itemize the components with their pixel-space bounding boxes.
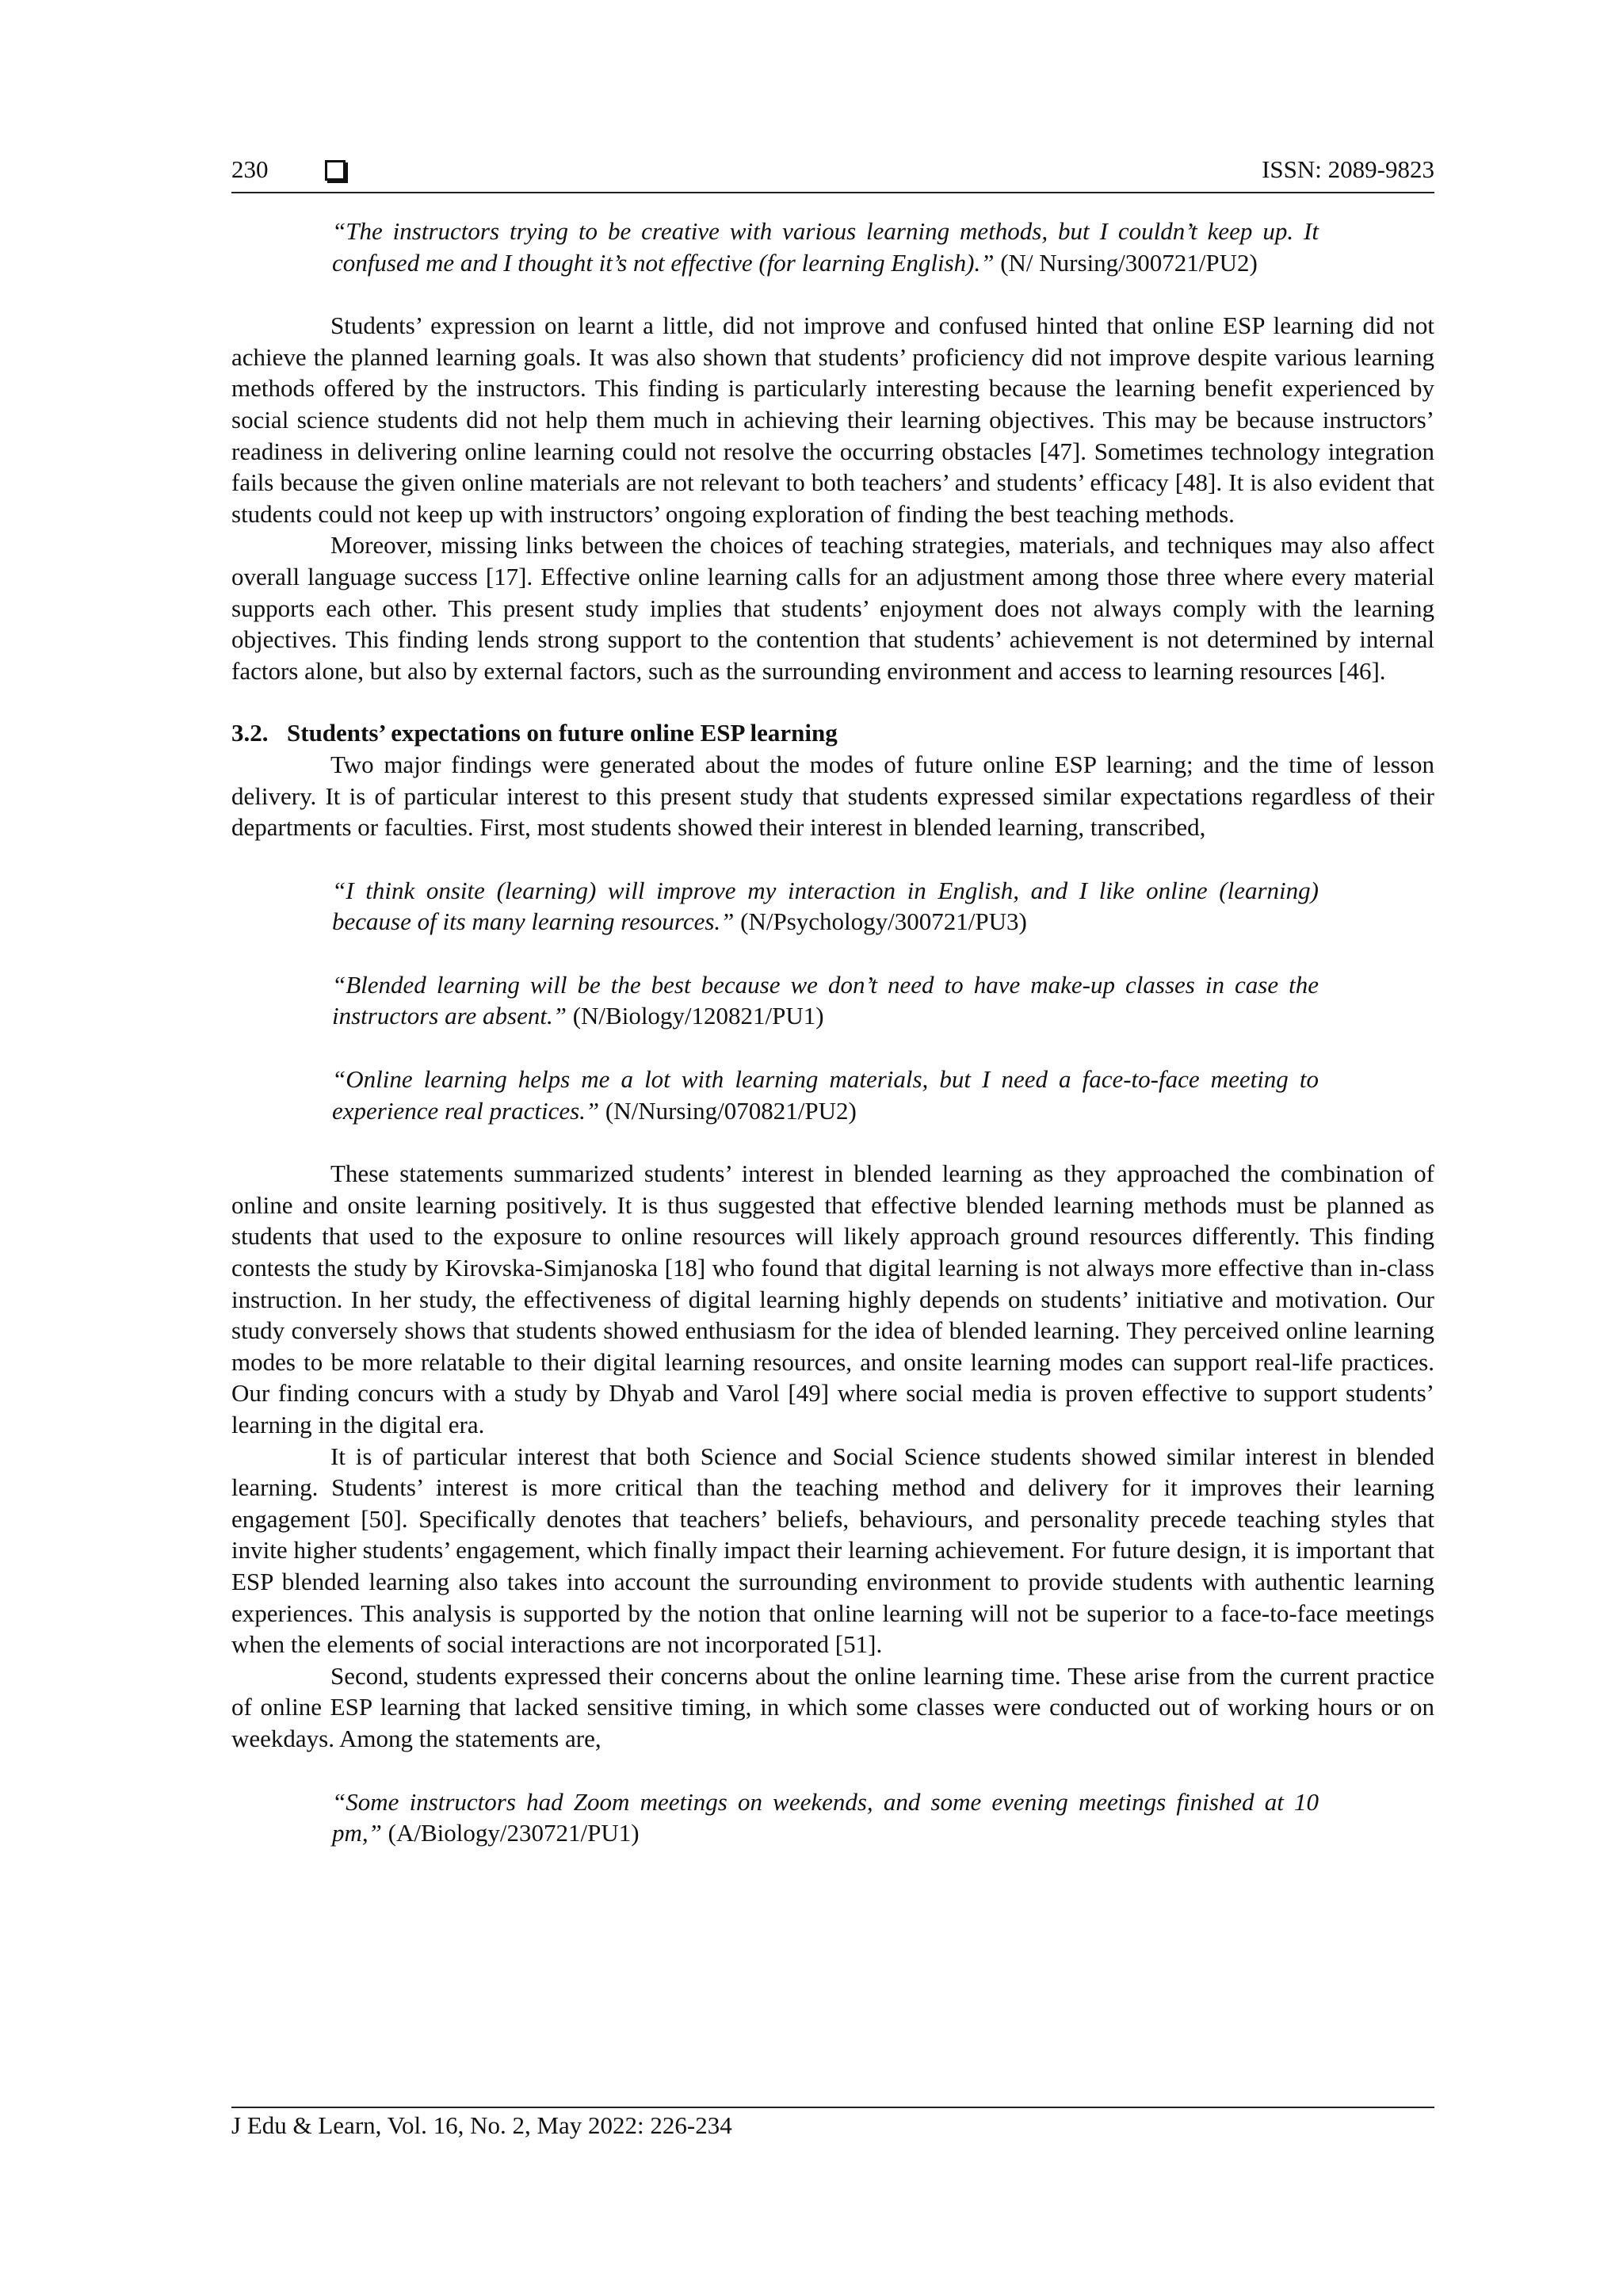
article-body <box>231 216 1434 1849</box>
page-number: 230 <box>231 155 269 183</box>
section-heading <box>231 717 1434 749</box>
quote-text: “I think onsite (learning) will improve my interaction in English, and I like online (learning) because of its many learning resources.” <box>332 876 1319 936</box>
section-number: 3.2. <box>231 719 269 747</box>
body-paragraph: It is of particular interest that both Science and Social Science students showed similar interest in blended learning. Students’ interest is more critical than the teaching method and delivery for it improves their learning engagement [50]. Specifically denotes that teachers’ beliefs, behaviours, and personality precede teaching styles that invite higher students’ engagement, which finally impact their learning achievement. For future design, it is important that ESP blended learning also takes into account the surrounding environment to provide students with authentic learning experiences. This analysis is supported by the notion that online learning will not be superior to a face-to-face meetings when the elements of social interactions are not incorporated [51]. <box>231 1442 1434 1659</box>
interview-quote <box>332 216 1319 278</box>
issn-label: ISSN: 2089-9823 <box>1262 155 1434 183</box>
body-paragraph: Moreover, missing links between the choices of teaching strategies, materials, and techniques may also affect overall language success [17]. Effective online learning calls for an adjustment among those three where every material supports each other. This present study implies that students’ enjoyment does not always comply with the learning objectives. This finding lends strong support to the contention that students’ achievement is not determined by internal factors alone, but also by external factors, such as the surrounding environment and access to learning resources [46]. <box>231 531 1434 685</box>
quote-text: “Some instructors had Zoom meetings on weekends, and some evening meetings finished at 10 pm,” <box>332 1787 1319 1847</box>
journal-citation: J Edu & Learn, Vol. 16, No. 2, May 2022: 226-234 <box>231 2111 732 2139</box>
interview-quote <box>332 875 1319 938</box>
quote-text: “Blended learning will be the best because we don’t need to have make-up classes in case the instructors are absent.” <box>332 970 1319 1030</box>
interview-quote <box>332 1786 1319 1849</box>
quote-source: (N/Psychology/300721/PU3) <box>740 907 1027 936</box>
quote-text: “The instructors trying to be creative with various learning methods, but I couldn’t keep up. It confused me and I thought it’s not effective (for learning English).” <box>332 217 1319 277</box>
interview-quote <box>332 969 1319 1032</box>
quote-source: (N/ Nursing/300721/PU2) <box>1000 248 1258 277</box>
body-paragraph: Students’ expression on learnt a little, did not improve and confused hinted that online ESP learning did not achieve the planned learning goals. It was also shown that students’ proficiency did not improve despite various learning methods offered by the instructors. This finding is particularly interesting because the learning benefit experienced by social science students did not help them much in achieving their learning objectives. This may be because instructors’ readiness in delivering online learning could not resolve the occurring obstacles [47]. Sometimes technology integration fails because the given online materials are not relevant to both teachers’ and students’ efficacy [48]. It is also evident that students could not keep up with instructors’ ongoing exploration of finding the best teaching methods. <box>231 311 1434 528</box>
quote-source: (N/Biology/120821/PU1) <box>572 1002 824 1030</box>
interview-quote <box>332 1064 1319 1126</box>
section-title: Students’ expectations on future online ESP learning <box>287 719 838 747</box>
square-bullet-icon <box>325 160 346 181</box>
quote-source: (A/Biology/230721/PU1) <box>388 1819 640 1847</box>
body-paragraph: Two major findings were generated about the modes of future online ESP learning; and the time of lesson delivery. It is of particular interest to this present study that students expressed similar expectations regardless of their departments or faculties. First, most students showed their interest in blended learning, transcribed, <box>231 750 1434 842</box>
quote-text: “Online learning helps me a lot with learning materials, but I need a face-to-face meeting to experience real practices.” <box>332 1065 1319 1125</box>
page-footer <box>231 2107 1434 2140</box>
page-header <box>231 155 1434 193</box>
body-paragraph: Second, students expressed their concerns about the online learning time. These arise from the current practice of online ESP learning that lacked sensitive timing, in which some classes were conducted out of working hours or on weekdays. Among the statements are, <box>231 1661 1434 1752</box>
body-paragraph: These statements summarized students’ interest in blended learning as they approached the combination of online and onsite learning positively. It is thus suggested that effective blended learning methods must be planned as students that used to the exposure to online resources will likely approach ground resources differently. This finding contests the study by Kirovska-Simjanoska [18] who found that digital learning is not always more effective than in-class instruction. In her study, the effectiveness of digital learning highly depends on students’ initiative and motivation. Our study conversely shows that students showed enthusiasm for the idea of blended learning. They perceived online learning modes to be more relatable to their digital learning resources, and onsite learning modes can support real-life practices. Our finding concurs with a study by Dhyab and Varol [49] where social media is proven effective to support students’ learning in the digital era. <box>231 1159 1434 1438</box>
quote-source: (N/Nursing/070821/PU2) <box>605 1096 857 1125</box>
